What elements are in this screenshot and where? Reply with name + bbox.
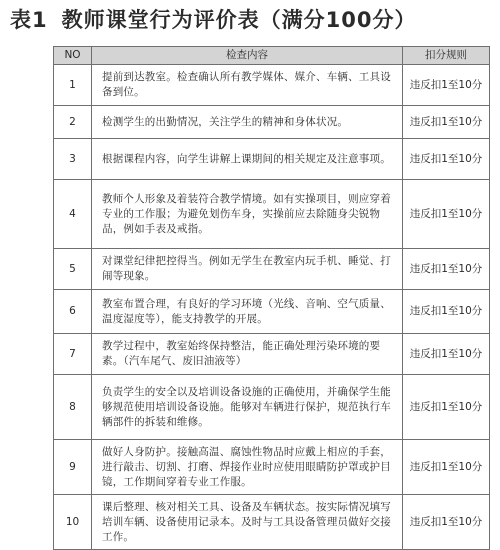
table-row <box>54 495 490 550</box>
row-content: 根据课程内容，向学生讲解上课期间的相关规定及注意事项。 <box>92 139 403 180</box>
row-no: 7 <box>54 334 92 375</box>
table-header-row <box>54 47 490 65</box>
table-row <box>54 334 490 375</box>
table-row <box>54 440 490 495</box>
table-row <box>54 106 490 139</box>
table-row <box>54 65 490 106</box>
row-rule: 违反扣1至10分 <box>403 106 490 139</box>
row-rule: 违反扣1至10分 <box>403 375 490 440</box>
row-rule: 违反扣1至10分 <box>403 440 490 495</box>
header-content: 检查内容 <box>92 47 403 65</box>
table-row <box>54 249 490 290</box>
row-no: 5 <box>54 249 92 290</box>
table-title <box>10 4 416 34</box>
evaluation-table <box>53 46 490 550</box>
table-row <box>54 180 490 249</box>
row-content: 对课堂纪律把控得当。例如无学生在教室内玩手机、睡觉、打闹等现象。 <box>92 249 403 290</box>
row-rule: 违反扣1至10分 <box>403 290 490 334</box>
row-content: 教学过程中，教室始终保持整洁，能正确处理污染环境的要素。（汽车尾气、废旧油液等） <box>92 334 403 375</box>
table-row <box>54 290 490 334</box>
table-title-text: 教师课堂行为评价表（满分100分） <box>61 8 417 32</box>
row-no: 10 <box>54 495 92 550</box>
row-content: 教室布置合理，有良好的学习环境（光线、音响、空气质量、温度湿度等），能支持教学的开展。 <box>92 290 403 334</box>
row-rule: 违反扣1至10分 <box>403 495 490 550</box>
row-rule: 违反扣1至10分 <box>403 139 490 180</box>
row-content: 提前到达教室。检查确认所有教学媒体、媒介、车辆、工具设备到位。 <box>92 65 403 106</box>
row-no: 3 <box>54 139 92 180</box>
header-rule: 扣分规则 <box>403 47 490 65</box>
row-content: 检测学生的出勤情况，关注学生的精神和身体状况。 <box>92 106 403 139</box>
row-rule: 违反扣1至10分 <box>403 180 490 249</box>
row-no: 8 <box>54 375 92 440</box>
row-rule: 违反扣1至10分 <box>403 65 490 106</box>
row-no: 6 <box>54 290 92 334</box>
row-content: 课后整理、核对相关工具、设备及车辆状态。按实际情况填写培训车辆、设备使用记录本。及时与工具设备管理员做好交接工作。 <box>92 495 403 550</box>
row-content: 教师个人形象及着装符合教学情境。如有实操项目，则应穿着专业的工作服；为避免划伤车身，实操前应去除随身尖锐物品，例如手表及戒指。 <box>92 180 403 249</box>
table-title-number: 表1 <box>10 8 48 32</box>
table-row <box>54 375 490 440</box>
row-rule: 违反扣1至10分 <box>403 249 490 290</box>
row-content: 做好人身防护。接触高温、腐蚀性物品时应戴上相应的手套，进行敲击、切割、打磨、焊接作业时应使用眼睛防护罩或护目镜，工作期间穿着专业工作服。 <box>92 440 403 495</box>
row-content: 负责学生的安全以及培训设备设施的正确使用，并确保学生能够规范使用培训设备设施。能够对车辆进行保护，规范执行车辆部件的拆装和维修。 <box>92 375 403 440</box>
row-no: 2 <box>54 106 92 139</box>
table-row <box>54 139 490 180</box>
row-no: 9 <box>54 440 92 495</box>
row-rule: 违反扣1至10分 <box>403 334 490 375</box>
header-no: NO <box>54 47 92 65</box>
row-no: 4 <box>54 180 92 249</box>
row-no: 1 <box>54 65 92 106</box>
